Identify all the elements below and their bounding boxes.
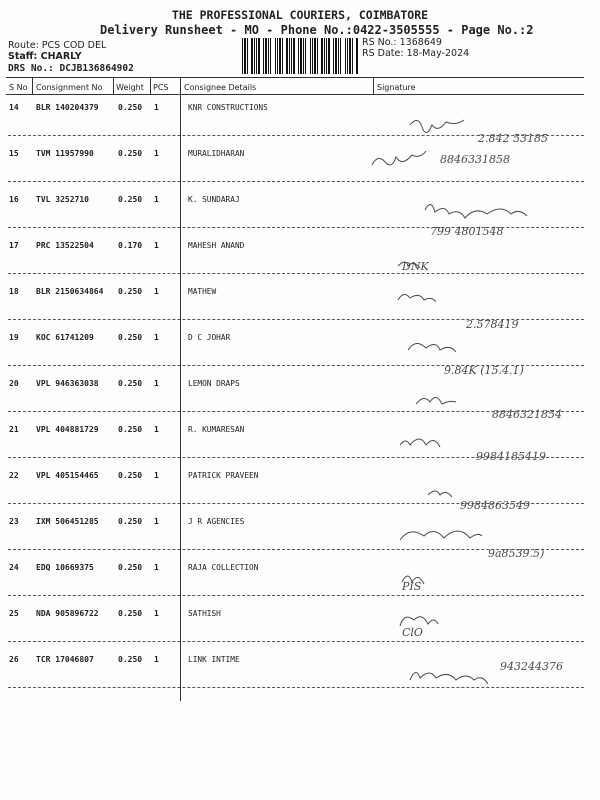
- barcode-bar: [265, 38, 267, 74]
- row-separator: [8, 503, 584, 504]
- barcode-bar: [251, 38, 253, 74]
- row-consignment-number: EDQ 10669375: [36, 563, 94, 572]
- row-serial-number: 16: [9, 195, 19, 204]
- signature-note: 2.578419: [466, 318, 519, 331]
- barcode-bar: [326, 38, 327, 74]
- col-divider: [373, 77, 374, 95]
- row-consignment-number: TVM 11957990: [36, 149, 94, 158]
- barcode-bar: [300, 38, 302, 74]
- row-pieces: 1: [154, 379, 159, 388]
- row-weight: 0.250: [118, 195, 143, 204]
- col-header-sno: S No: [9, 83, 28, 92]
- barcode-bar: [263, 38, 264, 74]
- col-header-signature: Signature: [377, 83, 416, 92]
- barcode-bar: [282, 38, 283, 74]
- row-weight: 0.250: [118, 609, 143, 618]
- row-pieces: 1: [154, 195, 159, 204]
- barcode-bar: [328, 38, 330, 74]
- staff-label: Staff: CHARLY: [8, 51, 82, 62]
- row-separator: [8, 457, 584, 458]
- barcode-bar: [242, 38, 243, 74]
- row-pieces: 1: [154, 655, 159, 664]
- barcode-bar: [279, 38, 281, 74]
- signature-note: PIS: [402, 580, 422, 593]
- row-serial-number: 23: [9, 517, 19, 526]
- row-consignment-number: TCR 17046807: [36, 655, 94, 664]
- row-pieces: 1: [154, 241, 159, 250]
- row-pieces: 1: [154, 517, 159, 526]
- row-consignee-name: LEMON DRAPS: [188, 379, 240, 388]
- barcode-bar: [303, 38, 304, 74]
- row-serial-number: 25: [9, 609, 19, 618]
- row-pieces: 1: [154, 149, 159, 158]
- row-consignment-number: IXM 506451285: [36, 517, 99, 526]
- row-consignment-number: VPL 405154465: [36, 471, 99, 480]
- runsheet-title: Delivery Runsheet - MO - Phone No.:0422-3505555 - Page No.:2: [100, 23, 534, 37]
- row-consignee-name: KNR CONSTRUCTIONS: [188, 103, 268, 112]
- row-separator: [8, 181, 584, 182]
- signature-note: 9984185419: [476, 450, 546, 463]
- row-pieces: 1: [154, 425, 159, 434]
- barcode-bar: [324, 38, 325, 74]
- row-consignee-name: RAJA COLLECTION: [188, 563, 259, 572]
- signature-note: 943244376: [500, 660, 563, 673]
- rs-date: RS Date: 18-May-2024: [362, 48, 470, 59]
- row-weight: 0.250: [118, 287, 143, 296]
- row-consignment-number: VPL 404881729: [36, 425, 99, 434]
- row-separator: [8, 549, 584, 550]
- table-top-border: [6, 77, 584, 78]
- col-header-weight: Weight: [116, 83, 144, 92]
- row-weight: 0.250: [118, 655, 143, 664]
- barcode-bar: [256, 38, 257, 74]
- row-consignee-name: J R AGENCIES: [188, 517, 245, 526]
- row-separator: [8, 411, 584, 412]
- row-consignment-number: BLR 140204379: [36, 103, 99, 112]
- row-weight: 0.250: [118, 333, 143, 342]
- row-weight: 0.250: [118, 425, 143, 434]
- barcode-bar: [310, 38, 311, 74]
- signature-note: 9.84K (15.4.1): [444, 364, 524, 377]
- company-title: THE PROFESSIONAL COURIERS, COIMBATORE: [171, 8, 429, 22]
- row-consignee-name: SATHISH: [188, 609, 221, 618]
- barcode-bar: [317, 38, 318, 74]
- barcode-bar: [258, 38, 260, 74]
- row-weight: 0.250: [118, 563, 143, 572]
- barcode-bar: [335, 38, 337, 74]
- row-serial-number: 26: [9, 655, 19, 664]
- barcode-bar: [291, 38, 292, 74]
- barcode-bar: [270, 38, 271, 74]
- barcode-bar: [314, 38, 316, 74]
- row-separator: [8, 273, 584, 274]
- row-pieces: 1: [154, 471, 159, 480]
- row-consignee-name: LINK INTIME: [188, 655, 240, 664]
- barcode-bar: [352, 38, 353, 74]
- row-weight: 0.250: [118, 149, 143, 158]
- signature-note: 8846331858: [440, 153, 510, 166]
- barcode-bar: [244, 38, 246, 74]
- barcode-bar: [349, 38, 351, 74]
- signature-note: DNK: [402, 260, 429, 273]
- signature-note: 9984863549: [460, 499, 530, 512]
- signature-note: 8846321854: [492, 408, 562, 421]
- barcode-bar: [289, 38, 290, 74]
- row-weight: 0.250: [118, 379, 143, 388]
- row-serial-number: 24: [9, 563, 19, 572]
- col-header-pcs: PCS: [153, 83, 169, 92]
- barcode-bar: [247, 38, 248, 74]
- drs-number: DRS No.: DCJB136864902: [8, 63, 134, 74]
- row-weight: 0.250: [118, 517, 143, 526]
- row-pieces: 1: [154, 333, 159, 342]
- row-serial-number: 22: [9, 471, 19, 480]
- row-serial-number: 21: [9, 425, 19, 434]
- row-consignment-number: NDA 905896722: [36, 609, 99, 618]
- row-separator: [8, 135, 584, 136]
- barcode-image: [242, 38, 358, 74]
- row-serial-number: 19: [9, 333, 19, 342]
- col-header-consignment: Consignment No: [36, 83, 103, 92]
- row-consignment-number: BLR 2150634864: [36, 287, 104, 296]
- col-divider: [113, 77, 114, 95]
- route-label: Route: PCS COD DEL: [8, 40, 107, 51]
- rs-number: RS No.: 1368649: [362, 37, 442, 48]
- row-consignee-name: PATRICK PRAVEEN: [188, 471, 259, 480]
- row-separator: [8, 319, 584, 320]
- row-separator: [8, 227, 584, 228]
- barcode-bar: [321, 38, 323, 74]
- barcode-bar: [340, 38, 341, 74]
- row-pieces: 1: [154, 103, 159, 112]
- row-pieces: 1: [154, 563, 159, 572]
- signature-note: 2.842 53185: [478, 132, 548, 145]
- row-serial-number: 20: [9, 379, 19, 388]
- barcode-bar: [345, 38, 346, 74]
- row-weight: 0.250: [118, 471, 143, 480]
- barcode-bar: [333, 38, 334, 74]
- barcode-bar: [268, 38, 269, 74]
- barcode-bar: [286, 38, 288, 74]
- signature-note: 799 4801548: [430, 225, 504, 238]
- barcode-bar: [356, 38, 358, 74]
- row-consignee-name: MAHESH ANAND: [188, 241, 245, 250]
- row-separator: [8, 595, 584, 596]
- row-separator: [8, 365, 584, 366]
- row-consignment-number: KOC 61741209: [36, 333, 94, 342]
- row-consignment-number: VPL 946363038: [36, 379, 99, 388]
- barcode-bar: [254, 38, 255, 74]
- col-divider: [150, 77, 151, 95]
- barcode-bar: [277, 38, 278, 74]
- signature-note: ClO: [402, 626, 423, 639]
- barcode-bar: [338, 38, 339, 74]
- row-weight: 0.170: [118, 241, 143, 250]
- row-serial-number: 15: [9, 149, 19, 158]
- row-consignment-number: TVL 3252710: [36, 195, 89, 204]
- row-consignee-name: MATHEW: [188, 287, 217, 296]
- row-serial-number: 18: [9, 287, 19, 296]
- row-pieces: 1: [154, 609, 159, 618]
- col-divider: [32, 77, 33, 95]
- row-serial-number: 14: [9, 103, 19, 112]
- row-consignee-name: K. SUNDARAJ: [188, 195, 240, 204]
- row-serial-number: 17: [9, 241, 19, 250]
- row-separator: [8, 687, 584, 688]
- row-consignee-name: D C JOHAR: [188, 333, 231, 342]
- signature-note: 9a8539.5): [488, 547, 545, 560]
- barcode-bar: [298, 38, 299, 74]
- barcode-bar: [275, 38, 276, 74]
- row-separator: [8, 641, 584, 642]
- barcode-bar: [347, 38, 348, 74]
- barcode-bar: [312, 38, 313, 74]
- barcode-bar: [293, 38, 295, 74]
- barcode-bar: [305, 38, 306, 74]
- row-consignee-name: MURALIDHARAN: [188, 149, 245, 158]
- col-header-consignee: Consignee Details: [184, 83, 257, 92]
- row-weight: 0.250: [118, 103, 143, 112]
- row-pieces: 1: [154, 287, 159, 296]
- row-consignment-number: PRC 13522504: [36, 241, 94, 250]
- row-consignee-name: R. KUMARESAN: [188, 425, 245, 434]
